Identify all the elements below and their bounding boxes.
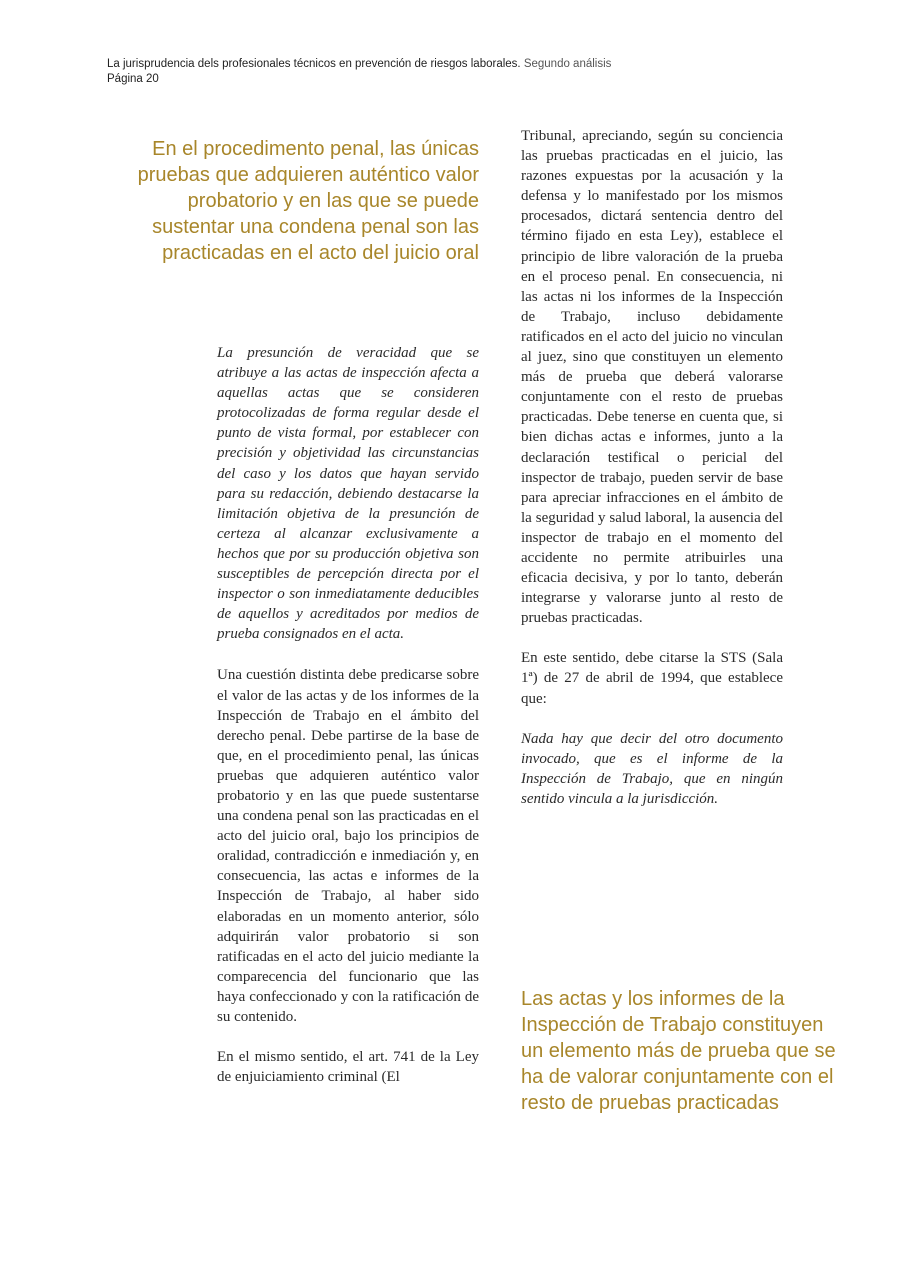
body-paragraph: En el mismo sentido, el art. 741 de la Ley de enjuiciamiento criminal (El [217, 1049, 479, 1086]
header-subtitle: Segundo análisis [523, 58, 612, 70]
header-title-line [107, 57, 611, 72]
sts-quote: Nada hay que decir del otro documento invocado, que es el informe de la Inspección de Trabajo, que en ningún sentido vincula a la jurisdicción. [521, 730, 783, 807]
pull-quote-bottom: Las actas y los informes de la Inspección de Trabajo constituyen un elemento más de prueba que se ha de valorar conjuntamente con el resto de pruebas practicadas [521, 988, 836, 1114]
header-title: La jurisprudencia dels profesionales técnicos en prevención de riesgos laborales. [107, 58, 521, 70]
page-number: Página 20 [107, 73, 159, 85]
body-paragraph: Tribunal, apreciando, según su conciencia las pruebas practicadas en el juicio, las razones expuestas por la acusación y la defensa y lo manifestado por los mismos procesados, dictará sentencia dentro del término fijado en esta Ley), establece el principio de libre valoración de la prueba en el proceso penal. En consecuencia, ni las actas ni los informes de la Inspección de Trabajo, incluso debidamente ratificados en el acto del juicio no vinculan al juez, sino que constituyen un elemento más de prueba que deberá valorarse conjuntamente con el resto de pruebas practicadas. Debe tenerse en cuenta que, si bien dichas actas e informes, junto a la declaración testifical o pericial del inspector de trabajo, pueden servir de base para apreciar infracciones en el ámbito de la seguridad y salud laboral, la ausencia del inspector de trabajo en el momento del accidente no permite atribuirles una eficacia decisiva, y por lo tanto, deberán integrarse y valorarse junto al resto de pruebas practicadas. [521, 128, 783, 627]
running-header [107, 57, 611, 87]
body-paragraph: En este sentido, debe citarse la STS (Sala 1ª) de 27 de abril de 1994, que establece que: [521, 650, 783, 707]
body-paragraph: Una cuestión distinta debe predicarse sobre el valor de las actas y de los informes de la Inspección de Trabajo en el ámbito del derecho penal. Debe partirse de la base de que, en el procedimiento penal, las únicas pruebas que adquieren auténtico valor probatorio y en las que puede sustentarse una condena penal son las practicadas en el acto del juicio oral, bajo los principios de oralidad, contradicción e inmediación y, en consecuencia, las actas e informes de la Inspección de Trabajo, al haber sido elaboradas en un momento anterior, sólo adquirirán valor probatorio si son ratificadas en el acto del juicio mediante la comparecencia del funcionario que las haya confeccionado y con la ratificación de su contenido. [217, 667, 479, 1025]
left-column [217, 343, 479, 1107]
pull-quote-top: En el procedimento penal, las únicas pruebas que adquieren auténtico valor probatorio y en las que se puede sustentar una condena penal son las practicadas en el acto del juicio oral [137, 138, 479, 264]
inspection-quote: La presunción de veracidad que se atribuye a las actas de inspección afecta a aquellas actas que se consideren protocolizadas de forma regular desde el punto de vista formal, por establecer con precisión y objetividad las circunstancias del caso y los datos que hayan servido para su redacción, debiendo destacarse la limitación objetiva de la presunción de certeza al alcanzar exclusivamente a hechos que por su producción objetiva son susceptibles de percepción directa por el inspector o son inmediatamente deducibles de aquellos y acreditados por medios de prueba consignados en el acta. [217, 345, 479, 643]
right-column [521, 126, 783, 829]
